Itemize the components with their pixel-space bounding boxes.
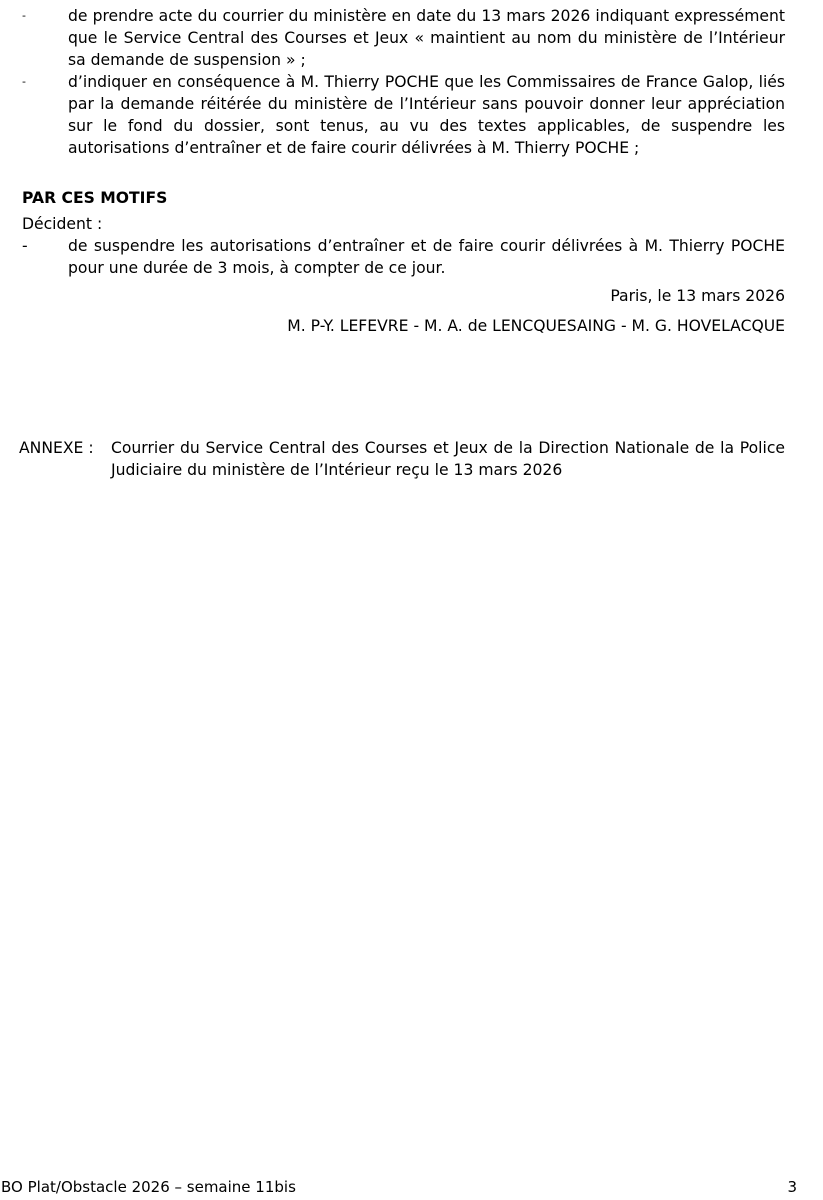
decision-text: de suspendre les autorisations d’entraîner et de faire courir délivrées à M. Thierry POCHE pour une durée de 3 mois, à compter de ce jour. <box>68 237 785 277</box>
page-footer <box>0 1176 823 1198</box>
annexe-text: Courrier du Service Central des Courses et Jeux de la Direction Nationale de la Police Judiciaire du ministère de l’Intérieur reçu le 13 mars 2026 <box>111 439 785 479</box>
signatories: M. P-Y. LEFEVRE - M. A. de LENCQUESAING - M. G. HOVELACQUE <box>287 317 785 335</box>
decide-label: Décident : <box>22 215 103 233</box>
bullet-text: d’indiquer en conséquence à M. Thierry POCHE que les Commissaires de France Galop, liés par la demande réitérée du ministère de l’Intérieur sans pouvoir donner leur appréciation sur le fond du dossier, sont tenus, au vu des textes applicables, de suspendre les autorisations d’entraîner et de faire courir délivrées à M. Thierry POCHE ; <box>68 73 785 157</box>
place-date: Paris, le 13 mars 2026 <box>610 287 785 305</box>
bullet-text: de prendre acte du courrier du ministère en date du 13 mars 2026 indiquant expressément que le Service Central des Courses et Jeux « maintient au nom du ministère de l’Intérieur sa demande de suspension » ; <box>68 7 785 69</box>
annexe-label: ANNEXE : <box>19 439 94 457</box>
bullet-item-prendre-acte <box>22 5 785 71</box>
document-body <box>22 5 785 337</box>
bullet-dash: - <box>22 9 26 22</box>
footer-title: BO Plat/Obstacle 2026 – semaine 11bis <box>1 1178 296 1196</box>
decision-item <box>22 235 785 279</box>
page-number: 3 <box>787 1178 797 1196</box>
bullet-dash: - <box>22 75 26 88</box>
section-heading: PAR CES MOTIFS <box>22 189 168 207</box>
annexe-block <box>19 437 785 481</box>
bullet-item-indiquer <box>22 71 785 159</box>
bullet-dash: - <box>22 237 28 255</box>
